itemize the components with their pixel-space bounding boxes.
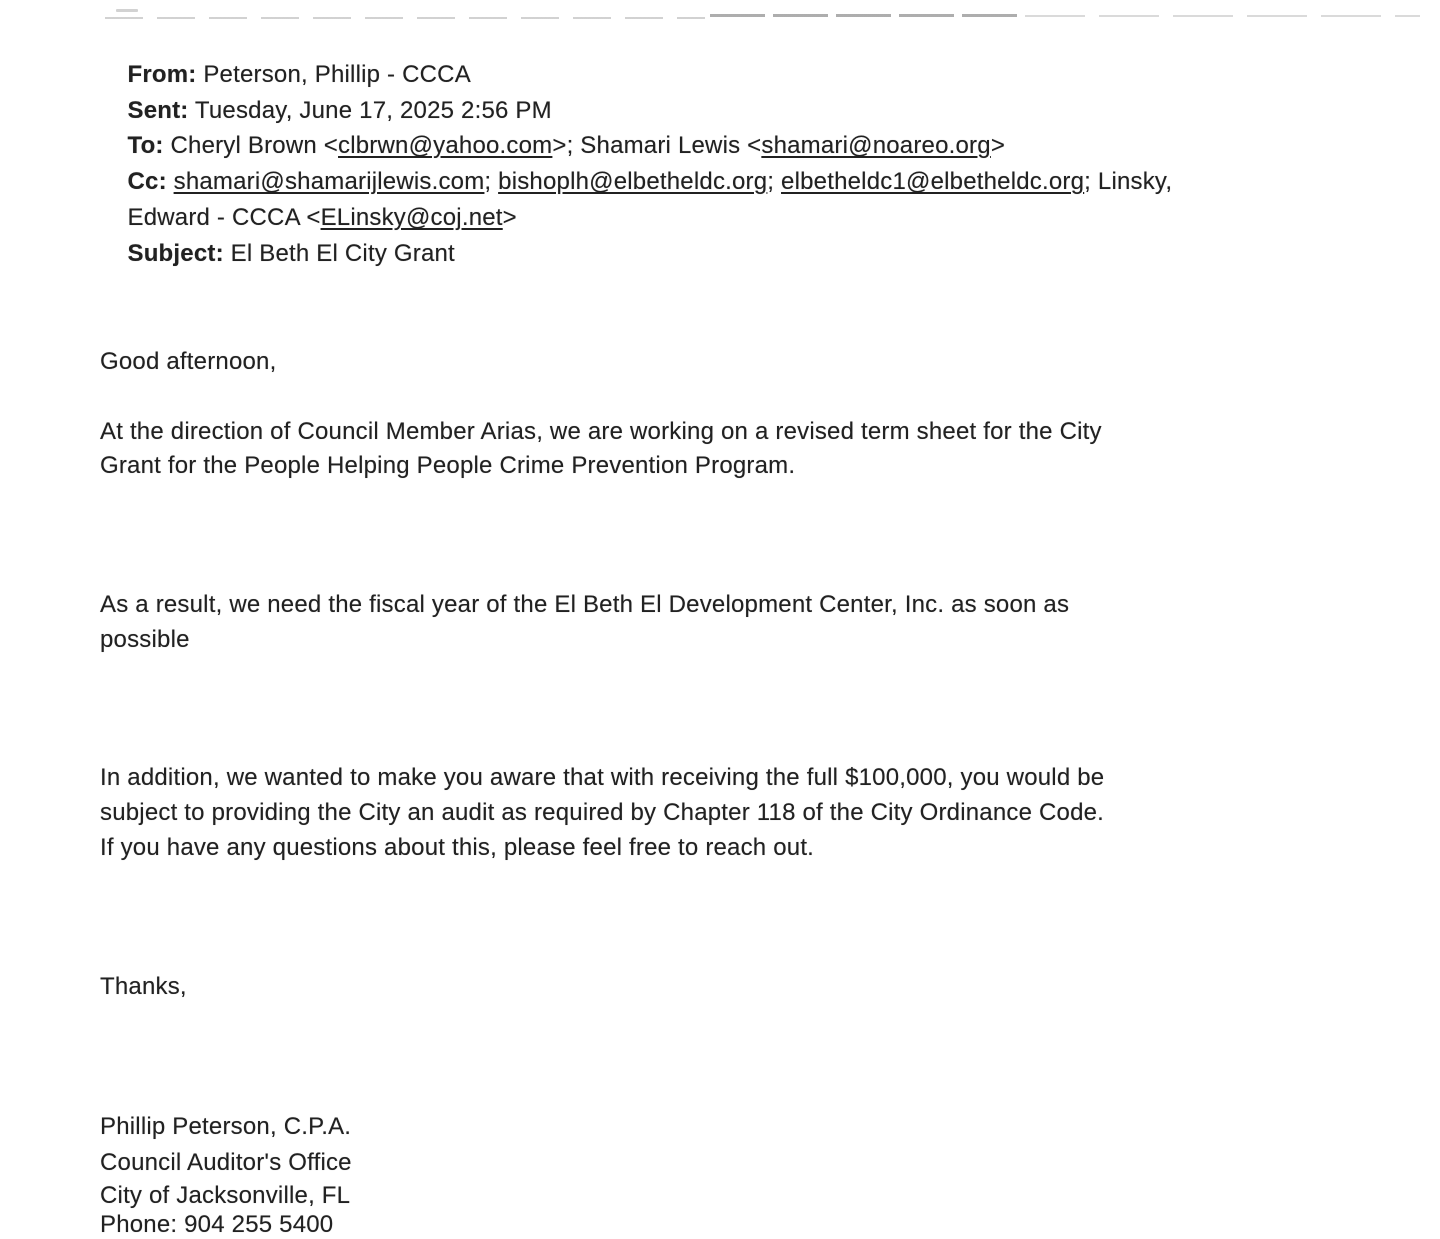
signature-office: Council Auditor's Office [100,1149,352,1176]
to-email-address-2: shamari@noareo.org [761,132,991,159]
cc-email-address-1: shamari@shamarijlewis.com [173,168,485,195]
closing-line: Thanks, [100,973,187,1000]
cc-email-address-2: bishoplh@elbetheldc.org [498,168,768,195]
cc-label: Cc: [127,168,167,195]
from-label: From: [127,61,197,88]
to-recipient-name-2: >; Shamari Lewis < [552,132,762,159]
scan-artifact-line-left [105,17,705,19]
cc-separator-1: ; [484,168,499,195]
cc-separator-3: ; Linsky, [1084,168,1173,195]
from-value: Peterson, Phillip - CCCA [196,61,471,88]
scan-artifact-line-right [1025,15,1420,17]
signature-city: City of Jacksonville, FL [100,1182,351,1209]
sent-value: Tuesday, June 17, 2025 2:56 PM [188,97,552,124]
subject-label: Subject: [127,240,224,267]
scan-artifact-line-middle [710,14,1020,17]
signature-phone-partial: Phone: 904 255 5400 [100,1211,334,1238]
paragraph-3-line-3: If you have any questions about this, please feel free to reach out. [100,834,815,861]
subject-value: El Beth El City Grant [223,240,455,267]
email-header-subject [100,212,455,296]
scan-speck [116,9,138,12]
cc-separator-2: ; [767,168,782,195]
cc-email-address-4: ELinsky@coj.net [320,204,503,231]
to-label: To: [127,132,164,159]
greeting-line: Good afternoon, [100,348,277,375]
paragraph-1-line-1: At the direction of Council Member Arias, we are working on a revised term sheet for the City [100,418,1102,445]
cc-email-address-3: elbetheldc1@elbetheldc.org [781,168,1085,195]
cc-close-bracket: > [502,204,517,231]
signature-name: Phillip Peterson, C.P.A. [100,1113,352,1140]
sent-label: Sent: [127,97,189,124]
paragraph-1-line-2: Grant for the People Helping People Crime Prevention Program. [100,452,796,479]
to-recipient-name: Cheryl Brown < [163,132,339,159]
cc-recipient-name-4: Edward - CCCA < [127,204,321,231]
paragraph-3-line-2: subject to providing the City an audit as required by Chapter 118 of the City Ordinance Code. [100,799,1105,826]
paragraph-2-line-2: possible [100,626,190,653]
to-email-address-1: clbrwn@yahoo.com [338,132,553,159]
paragraph-2-line-1: As a result, we need the fiscal year of the El Beth El Development Center, Inc. as soon as [100,591,1070,618]
to-close-bracket: > [990,132,1006,159]
paragraph-3-line-1: In addition, we wanted to make you aware that with receiving the full $100,000, you would be [100,764,1105,791]
